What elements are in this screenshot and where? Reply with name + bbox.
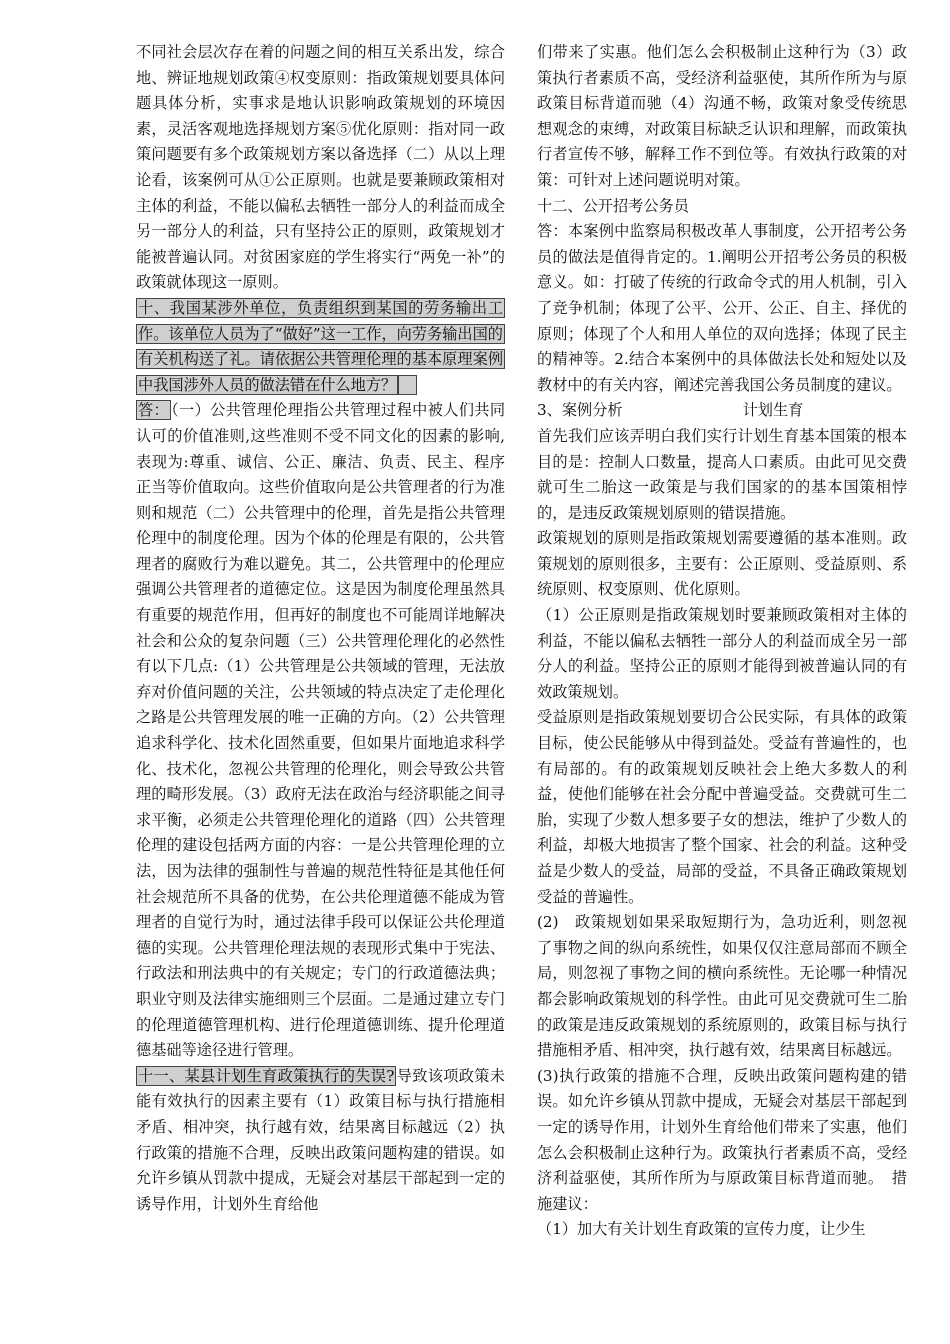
question-11-block [136, 1064, 505, 1218]
case-analysis-label: 3、案例分析 [537, 401, 623, 420]
question-10-block [136, 296, 505, 398]
answer-10-text: （一）公共管理伦理指公共管理过程中被人们共同认可的价值准则,这些准则不受不同文化的因素的影响,表现为:尊重、诚信、公正、廉洁、负责、民主、程序正当等价值取向。这些价值取向是公共管理者的行为准则和规范（二）公共管理中的伦理，首先是指公共管理伦理中的制度伦理。因为个体的伦理是有限的，公共管理者的腐败行为难以避免。其二，公共管理中的伦理应强调公共管理者的道德定位。这是因为制度伦理虽然具有重要的规范作用，但再好的制度也不可能周详地解决社会和公众的复杂问题（三）公共管理伦理化的必然性有以下几点:（1）公共管理是公共领域的管理，无法放弃对价值问题的关注，公共领域的特点决定了走伦理化之路是公共管理发展的唯一正确的方向。（2）公共管理追求科学化、技术化固然重要，但如果片面地追求科学化、技术化，忽视公共管理的伦理化，则会导致公共管理的畸形发展。（3）政府无法在政治与经济职能之间寻求平衡，必须走公共管理伦理化的道路（四）公共管理伦理的建设包括两方面的内容：一是公共管理伦理的立法，因为法律的强制性与普遍的规范性特征是其他任何社会规范所不具备的优势，在公共伦理道德不能成为管理者的自觉行为时，通过法律手段可以保证公共伦理道德的实现。公共管理伦理法规的表现形式集中于宪法、行政法和刑法典中的有关规定；专门的行政道德法典；职业守则及法律实施细则三个层面。二是通过建立专门的伦理道德管理机构、进行伦理道德训练、提升伦理道德基础等途径进行管理。 [136, 401, 506, 1060]
paragraph-planning-principles: 政策规划的原则是指政策规划需要遵循的基本准则。政策规划的原则很多，主要有：公正原则、受益原则、系统原则、权变原则、优化原则。 [537, 529, 907, 599]
paragraph-suggestion-1: （1）加大有关计划生育政策的宣传力度，让少生 [537, 1220, 866, 1239]
answer-11-text: 导致该项政策未能有效执行的因素主要有（1）政策目标与执行措施相矛盾、相冲突，执行越有效，结果离目标越远（2）执行政策的措施不合理，反映出政策问题构建的错误。如允许乡镇从罚款中提成，无疑会对基层干部起到一定的诱导作用，计划外生育给他 [136, 1066, 505, 1213]
answer-10-block [136, 398, 505, 1063]
question-11-heading: 十一、某县计划生育政策执行的失误? [138, 1066, 395, 1085]
question-10-blank-box [398, 375, 416, 395]
answer-11-continued: 们带来了实惠。他们怎么会积极制止这种行为（3）政策执行者素质不高，受经济利益驱使，其所作所为与原政策目标背道而驰（4）沟通不畅，政策对象受传统思想观念的束缚，对政策目标缺乏认识和理解，而政策执行者宣传不够，解释工作不到位等。有效执行政策的对策：可针对上述问题说明对策。 [537, 43, 907, 189]
paragraph-system-principle: (2) 政策规划如果采取短期行为，急功近利，则忽视了事物之间的纵向系统性，如果仅仅注意局部而不顾全局，则忽视了事物之间的横向系统性。无论哪一种情况都会影响政策规划的科学性。由此可见交费就可生二胎的政策是违反政策规划的系统原则的，政策目标与执行措施相矛盾、相冲突，执行越有效，结果离目标越远。 [537, 913, 907, 1060]
paragraph-fairness-principle: （1）公正原则是指政策规划时要兼顾政策相对主体的利益，不能以偏私去牺牲一部分人的利益而成全另一部分人的利益。坚持公正的原则才能得到被普遍认同的有效政策规划。 [537, 606, 907, 701]
paragraph-unreasonable-measures: (3)执行政策的措施不合理，反映出政策问题构建的错误。如允许乡镇从罚款中提成，无疑会对基层干部起到一定的诱导作用，计划外生育给他们带来了实惠，他们怎么会积极制止这种行为。政策执行者素质不高，受经济利益驱使，其所作所为与原政策目标背道而驰。 措施建议： [537, 1066, 907, 1213]
answer-12-text: 答：本案例中监察局积极改革人事制度，公开招考公务员的做法是值得肯定的。1.阐明公开招考公务员的积极意义。如：打破了传统的行政命令式的用人机制，引入了竞争机制；体现了公平、公开、公正、自主、择优的原则；体现了个人和用人单位的双向选择；体现了民主的精神等。2.结合本案例中的具体做法长处和短处以及教材中的有关内容，阐述完善我国公务员制度的建议。 [537, 222, 907, 394]
section-12-heading: 十二、公开招考公务员 [537, 196, 689, 215]
case-analysis-topic: 计划生育 [742, 401, 804, 420]
left-column [136, 40, 505, 1217]
question-10-heading: 十、我国某涉外单位，负责组织到某国的劳务输出工作。该单位人员为了“做好”这一工作，向劳务输出国的有关机构送了礼。请依据公共管理伦理的基本原理案例中我国涉外人员的做法错在什么地方？ [138, 298, 503, 394]
paragraph-benefit-principle: 受益原则是指政策规划要切合公民实际，有具体的政策目标，使公民能够从中得到益处。受益有普遍性的，也有局部的。有的政策规划反映社会上绝大多数人的利益，使他们能够在社会分配中普遍受益。交费就可生二胎，实现了少数人想多要子女的想法，维护了少数人的利益，却极大地损害了整个国家、社会的利益。这种受益是少数人的受益，局部的受益，不具备正确政策规划受益的普遍性。 [537, 708, 907, 906]
case-analysis-heading [537, 398, 907, 424]
paragraph-basic-policy: 首先我们应该弄明白我们实行计划生育基本国策的根本目的是：控制人口数量，提高人口素质。由此可见交费就可生二胎这一政策是与我们国家的的基本国策相悖的，是违反政策规划原则的错误措施。 [537, 426, 907, 522]
paragraph-policy-principles: 不同社会层次存在着的问题之间的相互关系出发，综合地、辨证地规划政策④权变原则：指政策规划要具体问题具体分析，实事求是地认识影响政策规划的环境因素，灵活客观地选择规划方案⑤优化原则：指对同一政策问题要有多个政策规划方案以备选择（二）从以上理论看，该案例可从①公正原则。也就是要兼顾政策相对主体的利益，不能以偏私去牺牲一部分人的利益而成全另一部分人的利益，只有坚持公正的原则，政策规划才能被普遍认同。对贫困家庭的学生将实行“两免一补”的政策就体现这一原则。 [136, 43, 505, 292]
right-column [537, 40, 907, 1243]
answer-label: 答： [138, 401, 170, 420]
